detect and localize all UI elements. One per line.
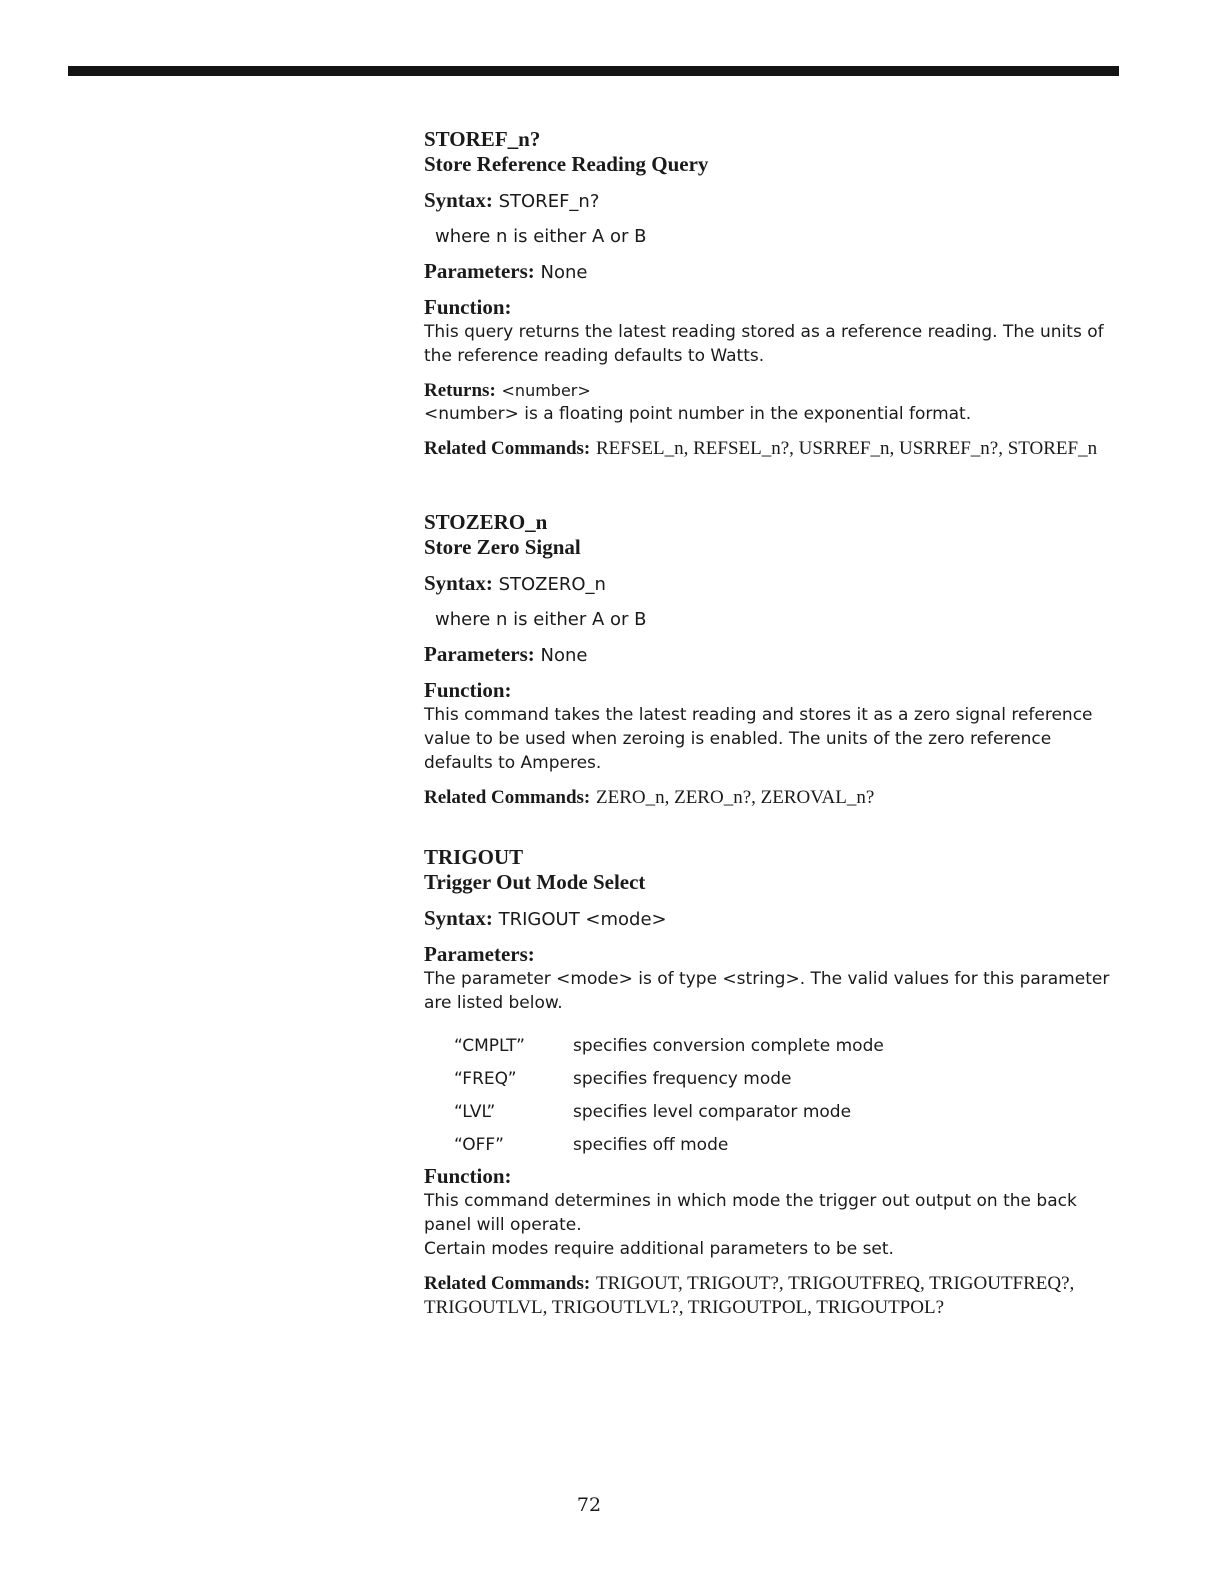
parameters-line [424, 643, 1124, 667]
mode-description: specifies off mode [573, 1134, 729, 1155]
parameters-label: Parameters: [424, 642, 535, 666]
syntax-label: Syntax: [424, 906, 493, 930]
where-line: where n is either A or B [435, 226, 647, 247]
related-value: REFSEL_n, REFSEL_n?, USRREF_n, USRREF_n?, STOREF_n [595, 438, 1098, 459]
related-value: TRIGOUT, TRIGOUT?, TRIGOUTFREQ, TRIGOUTFREQ?, TRIGOUTLVL, TRIGOUTLVL?, TRIGOUTPOL, TRIGOUTPOL? [424, 1273, 1075, 1318]
function-heading [424, 296, 1124, 320]
syntax-label: Syntax: [424, 188, 493, 212]
mode-description: specifies level comparator mode [573, 1101, 852, 1122]
syntax-line [424, 907, 1124, 931]
parameters-value: None [540, 262, 588, 283]
mode-row [454, 1095, 1124, 1128]
parameters-label: Parameters: [424, 942, 535, 966]
parameters-heading [424, 943, 1124, 967]
function-heading [424, 679, 1124, 703]
function-label: Function: [424, 295, 512, 319]
related-line [424, 437, 1124, 460]
function-heading [424, 1165, 1124, 1189]
mode-name: “FREQ” [454, 1068, 517, 1089]
top-rule [68, 66, 1119, 76]
command-name: STOREF_n? [424, 127, 541, 151]
command-title: Trigger Out Mode Select [424, 870, 646, 894]
command-title: Store Reference Reading Query [424, 152, 709, 176]
mode-name: “OFF” [454, 1134, 504, 1155]
function-text: This query returns the latest reading stored as a reference reading. The units of the reference reading defaults to Watts. [424, 322, 1104, 366]
related-line [424, 1272, 1124, 1320]
parameters-line [424, 260, 1124, 284]
parameters-text: The parameter <mode> is of type <string>. The valid values for this parameter are listed below. [424, 969, 1110, 1013]
related-label: Related Commands: [424, 1273, 591, 1294]
related-label: Related Commands: [424, 787, 591, 808]
syntax-value: STOZERO_n [498, 574, 606, 595]
mode-row [454, 1128, 1124, 1161]
mode-description: specifies frequency mode [573, 1068, 792, 1089]
related-line [424, 786, 1124, 809]
parameters-label: Parameters: [424, 259, 535, 283]
returns-line [424, 379, 1124, 402]
related-value: ZERO_n, ZERO_n?, ZEROVAL_n? [595, 787, 875, 808]
returns-label: Returns: [424, 380, 496, 401]
section-storef [424, 127, 1124, 460]
related-label: Related Commands: [424, 438, 591, 459]
parameters-value: None [540, 645, 588, 666]
where-line: where n is either A or B [435, 609, 647, 630]
command-title: Store Zero Signal [424, 535, 581, 559]
function-text: This command determines in which mode the trigger out output on the back panel will operate. [424, 1191, 1077, 1235]
mode-table [454, 1029, 1124, 1161]
function-text: This command takes the latest reading and stores it as a zero signal reference value to be used when zeroing is enabled. The units of the zero reference defaults to Amperes. [424, 705, 1093, 773]
returns-value: <number> [501, 381, 591, 400]
page-number: 72 [576, 1494, 602, 1516]
function-label: Function: [424, 678, 512, 702]
mode-name: “LVL” [454, 1101, 496, 1122]
section-trigout [424, 845, 1124, 1320]
syntax-value: STOREF_n? [498, 191, 600, 212]
syntax-line [424, 572, 1124, 596]
mode-description: specifies conversion complete mode [573, 1035, 884, 1056]
syntax-value: TRIGOUT <mode> [498, 909, 667, 930]
command-name: TRIGOUT [424, 845, 524, 869]
syntax-line [424, 189, 1124, 213]
command-name: STOZERO_n [424, 510, 548, 534]
mode-row [454, 1029, 1124, 1062]
mode-row [454, 1062, 1124, 1095]
function-text-2: Certain modes require additional parameters to be set. [424, 1239, 894, 1259]
mode-name: “CMPLT” [454, 1035, 525, 1056]
syntax-label: Syntax: [424, 571, 493, 595]
section-stozero [424, 510, 1124, 809]
function-label: Function: [424, 1164, 512, 1188]
returns-text: <number> is a floating point number in the exponential format. [424, 404, 972, 424]
